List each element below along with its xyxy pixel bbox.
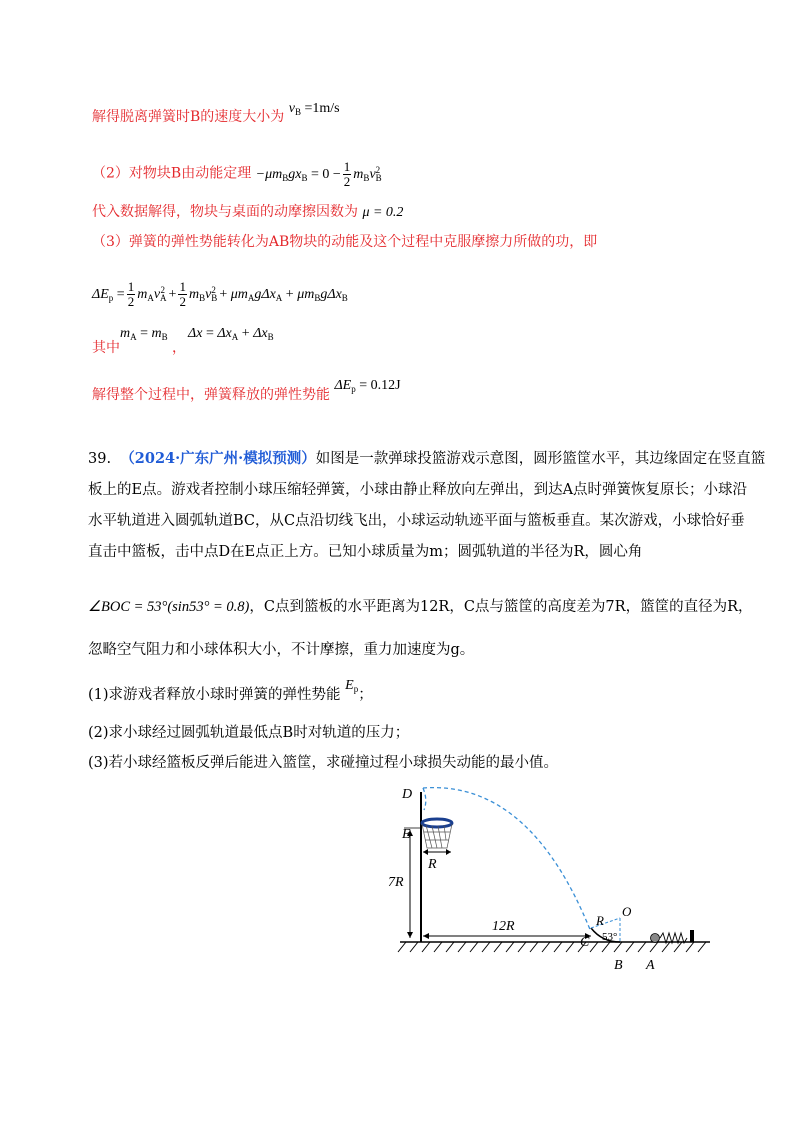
energy-equation: $\Delta E_p$ = $\frac{1}{2}$ $m_Av_A^2$ + $\frac{1}{2}$ $m_Bv_B^2 + \mu m_Ag\Delta x_A + \mu m_Bg\Delta x_B$ bbox=[92, 279, 348, 309]
solution-line-1 bbox=[92, 101, 340, 130]
label-12R: 12R bbox=[492, 919, 515, 934]
solution-text: （3）弹簧的弹性势能转化为AB物块的动能及这个过程中克服摩擦力所做的功，即 bbox=[92, 234, 598, 250]
question-line-1 bbox=[88, 450, 765, 468]
sub-question-3 bbox=[88, 754, 558, 772]
ground-hatch bbox=[398, 942, 706, 952]
ball-trajectory-top bbox=[423, 788, 426, 810]
punctuation: ； bbox=[358, 687, 373, 703]
question-text: (3)若小球经篮板反弹后能进入篮筐，求碰撞过程小球损失动能的最小值。 bbox=[88, 755, 559, 771]
question-text: (2)求小球经过圆弧轨道最低点B时对轨道的压力； bbox=[88, 725, 410, 741]
label-E: E bbox=[402, 827, 411, 842]
velocity-formula bbox=[289, 101, 340, 116]
ball-trajectory bbox=[423, 788, 591, 932]
solution-text: 解得整个过程中，弹簧释放的弹性势能 bbox=[92, 387, 330, 403]
solution-line-3 bbox=[92, 203, 403, 222]
ep-symbol: $E_p$ bbox=[345, 678, 359, 694]
question-line-3 bbox=[88, 512, 745, 530]
question-text: 水平轨道进入圆弧轨道BC，从C点沿切线飞出，小球运动轨迹平面与篮板垂直。某次游戏，小球恰好垂 bbox=[88, 513, 745, 529]
label-A: A bbox=[646, 958, 655, 973]
formula-v: v bbox=[288, 101, 295, 116]
displacement-sum: $\Delta x = \Delta x_A + \Delta x_B$ bbox=[188, 326, 274, 342]
solution-line-4 bbox=[92, 233, 597, 251]
ball bbox=[651, 934, 660, 943]
question-source: （2024·广东广州·模拟预测） bbox=[120, 450, 316, 467]
label-D: D bbox=[402, 787, 413, 802]
solution-text: 其中 bbox=[92, 340, 120, 356]
question-text: (1)求游戏者释放小球时弹簧的弹性势能 bbox=[88, 687, 341, 703]
label-B: B bbox=[614, 958, 623, 973]
label-R-arc: R bbox=[596, 913, 604, 928]
question-line-2 bbox=[88, 481, 747, 499]
spring-wall bbox=[690, 930, 694, 942]
solution-line-2 bbox=[92, 160, 380, 189]
question-text: 直击中篮板，击中点D在E点正上方。已知小球质量为m；圆弧轨道的半径为R，圆心角 bbox=[88, 544, 643, 560]
mass-equal: $m_A = m_B$ bbox=[120, 326, 168, 342]
question-line-4 bbox=[88, 543, 642, 561]
label-7R: 7R bbox=[388, 875, 404, 890]
solution-line-7 bbox=[92, 378, 401, 408]
friction-coefficient: μ = 0.2 bbox=[362, 205, 404, 220]
label-angle: 53° bbox=[602, 931, 618, 943]
question-line-5 bbox=[88, 598, 753, 616]
label-R-hoop: R bbox=[428, 857, 437, 872]
question-line-6 bbox=[88, 641, 474, 659]
angle-condition: ∠BOC = 53°(sin53° = 0.8) bbox=[88, 599, 250, 615]
solution-text: 解得脱离弹簧时B的速度大小为 bbox=[92, 109, 285, 125]
question-text: ，C点到篮板的水平距离为12R，C点与篮筐的高度差为7R，篮筐的直径为R， bbox=[249, 599, 753, 615]
solution-text: 代入数据解得，物块与桌面的动摩擦因数为 bbox=[92, 204, 358, 220]
separator: ， bbox=[172, 340, 186, 356]
question-text: 板上的E点。游戏者控制小球压缩轻弹簧，小球由静止释放向左弹出，到达A点时弹簧恢复原长；小球沿 bbox=[88, 482, 748, 498]
basketball-diagram bbox=[380, 780, 720, 980]
solution-text: （2）对物块B由动能定理 bbox=[92, 165, 252, 182]
formula-sub: B bbox=[294, 107, 301, 117]
energy-theorem-formula: $-\mu m_Bgx_B = 0$ − $\frac{1}{2}$ $m_Bv_B^2$ bbox=[255, 159, 382, 189]
question-text: 忽略空气阻力和小球体积大小，不计摩擦，重力加速度为g。 bbox=[88, 642, 475, 658]
label-O: O bbox=[622, 904, 632, 919]
question-number: 39. bbox=[88, 451, 112, 467]
question-text: 如图是一款弹球投篮游戏示意图，圆形篮筐水平，其边缘固定在竖直篮 bbox=[315, 451, 766, 467]
label-C: C bbox=[580, 935, 590, 950]
sub-question-2 bbox=[88, 724, 409, 742]
elastic-energy-result: $\Delta E_p = 0.12J$ bbox=[334, 378, 401, 394]
sub-question-1 bbox=[88, 678, 373, 708]
formula-value: =1m/s bbox=[304, 101, 340, 116]
